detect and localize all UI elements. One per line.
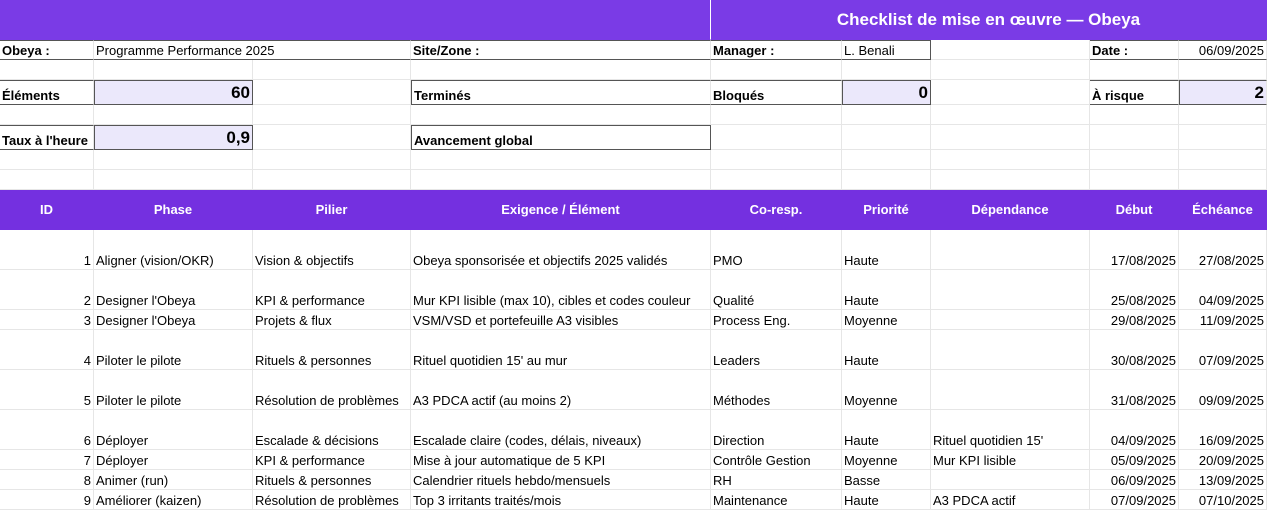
empty-cell[interactable] [94,105,253,125]
cell-exigence[interactable]: A3 PDCA actif (au moins 2) [411,370,711,410]
column-header-priorite[interactable]: Priorité [842,190,931,230]
empty-cell[interactable] [411,170,711,190]
table-row[interactable] [0,330,1267,370]
empty-cell[interactable] [931,170,1090,190]
empty-cell[interactable] [253,60,411,80]
cell-phase[interactable]: Piloter le pilote [94,370,253,410]
date-label[interactable]: Date : [1090,40,1179,60]
cell-debut[interactable]: 25/08/2025 [1090,270,1179,310]
column-header-pilier[interactable]: Pilier [253,190,411,230]
cell-dependance[interactable] [931,310,1090,330]
cell-id[interactable]: 7 [0,450,94,470]
empty-cell[interactable] [711,60,842,80]
empty-cell[interactable] [253,105,411,125]
cell-priorite[interactable]: Moyenne [842,450,931,470]
table-row[interactable] [0,470,1267,490]
cell-echeance[interactable]: 07/10/2025 [1179,490,1267,510]
cell-priorite[interactable]: Haute [842,230,931,270]
empty-cell[interactable] [253,80,411,105]
cell-id[interactable]: 9 [0,490,94,510]
cell-coresp[interactable]: Contrôle Gestion [711,450,842,470]
cell-debut[interactable]: 29/08/2025 [1090,310,1179,330]
empty-cell[interactable] [94,150,253,170]
empty-cell[interactable] [253,125,411,150]
cell-pilier[interactable]: Vision & objectifs [253,230,411,270]
site-zone-label[interactable]: Site/Zone : [411,40,711,60]
cell-priorite[interactable]: Moyenne [842,370,931,410]
cell-exigence[interactable]: Calendrier rituels hebdo/mensuels [411,470,711,490]
cell-debut[interactable]: 07/09/2025 [1090,490,1179,510]
table-header-row [0,190,1267,230]
cell-priorite[interactable]: Haute [842,410,931,450]
table-row[interactable] [0,230,1267,270]
empty-cell[interactable] [253,170,411,190]
empty-cell[interactable] [1090,150,1179,170]
manager-label[interactable]: Manager : [711,40,842,60]
empty-cell[interactable] [253,150,411,170]
cell-coresp[interactable]: Maintenance [711,490,842,510]
date-value[interactable]: 06/09/2025 [1179,40,1267,60]
avancement-label[interactable]: Avancement global [411,125,711,150]
empty-cell[interactable] [711,125,842,150]
spacer-row [0,170,1267,190]
info-row [0,40,1267,60]
cell-dependance[interactable]: Mur KPI lisible [931,450,1090,470]
cell-id[interactable]: 8 [0,470,94,490]
cell-debut[interactable]: 17/08/2025 [1090,230,1179,270]
cell-id[interactable]: 6 [0,410,94,450]
empty-cell[interactable] [931,80,1090,105]
cell-pilier[interactable]: KPI & performance [253,450,411,470]
cell-pilier[interactable]: Escalade & décisions [253,410,411,450]
cell-priorite[interactable]: Basse [842,470,931,490]
cell-dependance[interactable] [931,470,1090,490]
cell-phase[interactable]: Aligner (vision/OKR) [94,230,253,270]
empty-cell[interactable] [1179,60,1267,80]
empty-cell[interactable] [1179,150,1267,170]
cell-debut[interactable]: 06/09/2025 [1090,470,1179,490]
empty-cell[interactable] [0,170,94,190]
cell-pilier[interactable]: Projets & flux [253,310,411,330]
empty-cell[interactable] [931,60,1090,80]
cell-dependance[interactable] [931,230,1090,270]
cell-dependance[interactable]: Rituel quotidien 15' [931,410,1090,450]
column-header-phase[interactable]: Phase [94,190,253,230]
empty-cell[interactable] [931,125,1090,150]
cell-exigence[interactable]: Rituel quotidien 15' au mur [411,330,711,370]
cell-priorite[interactable]: Haute [842,330,931,370]
title-filler-cell[interactable] [0,0,710,40]
empty-cell[interactable] [1179,105,1267,125]
sheet-title[interactable]: Checklist de mise en œuvre — Obeya [710,0,1267,40]
cell-dependance[interactable] [931,330,1090,370]
cell-id[interactable]: 5 [0,370,94,410]
cell-echeance[interactable]: 13/09/2025 [1179,470,1267,490]
cell-debut[interactable]: 31/08/2025 [1090,370,1179,410]
empty-cell[interactable] [842,170,931,190]
empty-cell[interactable] [842,125,931,150]
cell-exigence[interactable]: Obeya sponsorisée et objectifs 2025 validés [411,230,711,270]
empty-cell[interactable] [1179,170,1267,190]
column-header-dependance[interactable]: Dépendance [931,190,1090,230]
bloques-value[interactable]: 0 [842,80,931,105]
empty-cell[interactable] [842,150,931,170]
cell-exigence[interactable]: Escalade claire (codes, délais, niveaux) [411,410,711,450]
cell-id[interactable]: 3 [0,310,94,330]
empty-cell[interactable] [931,105,1090,125]
empty-cell[interactable] [711,105,842,125]
cell-pilier[interactable]: Résolution de problèmes [253,370,411,410]
cell-echeance[interactable]: 27/08/2025 [1179,230,1267,270]
cell-exigence[interactable]: VSM/VSD et portefeuille A3 visibles [411,310,711,330]
cell-coresp[interactable]: Qualité [711,270,842,310]
cell-echeance[interactable]: 07/09/2025 [1179,330,1267,370]
spacer-row [0,60,1267,80]
stats-row-2 [0,125,1267,150]
cell-debut[interactable]: 30/08/2025 [1090,330,1179,370]
cell-debut[interactable]: 05/09/2025 [1090,450,1179,470]
column-header-echeance[interactable]: Échéance [1179,190,1267,230]
spacer-row [0,150,1267,170]
cell-exigence[interactable]: Top 3 irritants traités/mois [411,490,711,510]
empty-cell[interactable] [1090,60,1179,80]
empty-cell[interactable] [411,150,711,170]
cell-pilier[interactable]: KPI & performance [253,270,411,310]
column-header-coresp[interactable]: Co-resp. [711,190,842,230]
empty-cell[interactable] [931,40,1090,60]
cell-id[interactable]: 2 [0,270,94,310]
empty-cell[interactable] [842,105,931,125]
cell-coresp[interactable]: RH [711,470,842,490]
cell-coresp[interactable]: Méthodes [711,370,842,410]
cell-phase[interactable]: Améliorer (kaizen) [94,490,253,510]
bloques-label[interactable]: Bloqués [711,80,842,105]
cell-coresp[interactable]: Process Eng. [711,310,842,330]
cell-phase[interactable]: Déployer [94,450,253,470]
obeya-label[interactable]: Obeya : [0,40,94,60]
empty-cell[interactable] [931,150,1090,170]
empty-cell[interactable] [0,150,94,170]
table-row[interactable] [0,410,1267,450]
elements-value[interactable]: 60 [94,80,253,105]
empty-cell[interactable] [1090,170,1179,190]
table-row[interactable] [0,450,1267,470]
taux-label[interactable]: Taux à l'heure [0,125,94,150]
empty-cell[interactable] [1090,125,1179,150]
cell-phase[interactable]: Animer (run) [94,470,253,490]
empty-cell[interactable] [94,170,253,190]
table-row[interactable] [0,490,1267,510]
column-header-id[interactable]: ID [0,190,94,230]
manager-value[interactable]: L. Benali [842,40,931,60]
cell-phase[interactable]: Déployer [94,410,253,450]
cell-coresp[interactable]: PMO [711,230,842,270]
cell-priorite[interactable]: Moyenne [842,310,931,330]
cell-exigence[interactable]: Mur KPI lisible (max 10), cibles et codes couleur [411,270,711,310]
empty-cell[interactable] [0,60,94,80]
cell-exigence[interactable]: Mise à jour automatique de 5 KPI [411,450,711,470]
a-risque-label[interactable]: À risque [1090,80,1179,105]
empty-cell[interactable] [842,60,931,80]
cell-echeance[interactable]: 09/09/2025 [1179,370,1267,410]
cell-priorite[interactable]: Haute [842,490,931,510]
cell-dependance[interactable]: A3 PDCA actif [931,490,1090,510]
cell-echeance[interactable]: 20/09/2025 [1179,450,1267,470]
table-row[interactable] [0,370,1267,410]
a-risque-value[interactable]: 2 [1179,80,1267,105]
cell-priorite[interactable]: Haute [842,270,931,310]
cell-pilier[interactable]: Résolution de problèmes [253,490,411,510]
cell-debut[interactable]: 04/09/2025 [1090,410,1179,450]
spacer-row [0,105,1267,125]
elements-label[interactable]: Éléments [0,80,94,105]
cell-coresp[interactable]: Direction [711,410,842,450]
cell-pilier[interactable]: Rituels & personnes [253,470,411,490]
termines-label[interactable]: Terminés [411,80,711,105]
obeya-value[interactable]: Programme Performance 2025 [94,40,411,60]
empty-cell[interactable] [411,60,711,80]
cell-echeance[interactable]: 04/09/2025 [1179,270,1267,310]
stats-row-1 [0,80,1267,105]
table-row[interactable] [0,270,1267,310]
empty-cell[interactable] [711,170,842,190]
cell-phase[interactable]: Designer l'Obeya [94,310,253,330]
cell-dependance[interactable] [931,270,1090,310]
cell-pilier[interactable]: Rituels & personnes [253,330,411,370]
table-row[interactable] [0,310,1267,330]
empty-cell[interactable] [1179,125,1267,150]
cell-phase[interactable]: Designer l'Obeya [94,270,253,310]
empty-cell[interactable] [0,105,94,125]
cell-echeance[interactable]: 11/09/2025 [1179,310,1267,330]
cell-echeance[interactable]: 16/09/2025 [1179,410,1267,450]
cell-phase[interactable]: Piloter le pilote [94,330,253,370]
empty-cell[interactable] [711,150,842,170]
cell-id[interactable]: 4 [0,330,94,370]
empty-cell[interactable] [94,60,253,80]
column-header-exigence[interactable]: Exigence / Élément [411,190,711,230]
empty-cell[interactable] [1090,105,1179,125]
empty-cell[interactable] [411,105,711,125]
cell-id[interactable]: 1 [0,230,94,270]
taux-value[interactable]: 0,9 [94,125,253,150]
title-row [0,0,1267,40]
cell-coresp[interactable]: Leaders [711,330,842,370]
cell-dependance[interactable] [931,370,1090,410]
column-header-debut[interactable]: Début [1090,190,1179,230]
